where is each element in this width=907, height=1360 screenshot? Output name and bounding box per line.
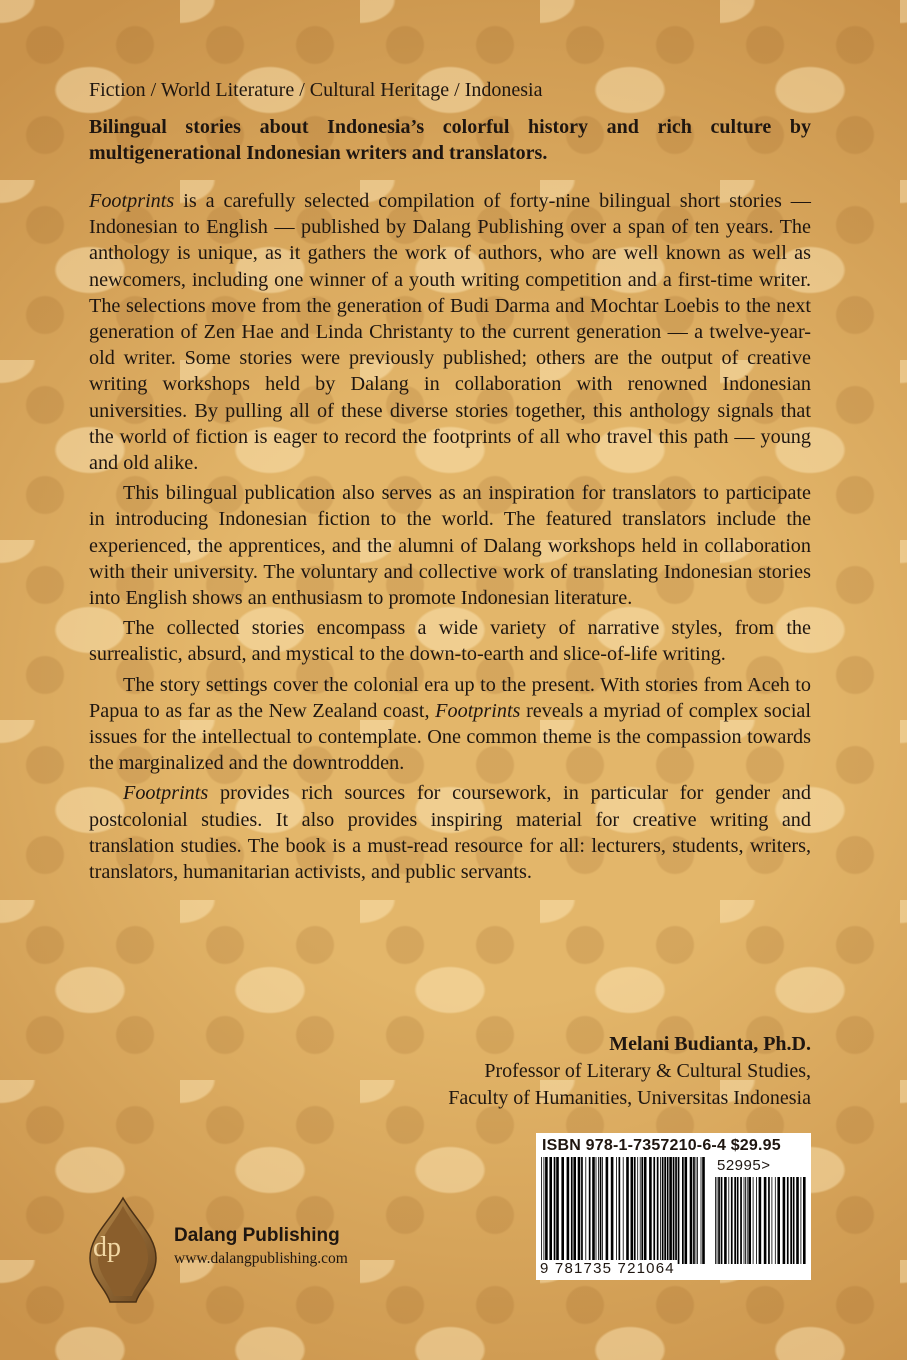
endorsement-attribution [448,1031,811,1112]
paragraph-5-text: provides rich sources for coursework, in particular for gender and postcolonial studies. It also provides inspiring material for creative writing and translation studies. The book is a must-read resource for all: lecturers, students, writers, translators, humanitarian activists, and public servants. [89,782,811,884]
endorser-affiliation: Faculty of Humanities, Universitas Indonesia [448,1087,811,1109]
addon-number: 52995> [717,1157,771,1174]
endorser-title: Professor of Literary & Cultural Studies, [484,1060,811,1082]
description [89,188,811,885]
isbn-price: ISBN 978-1-7357210-6-4 $29.95 [542,1137,781,1154]
ean-number: 9 781735 721064 [540,1260,675,1277]
paragraph-4-text-b: reveals a myriad of complex social issues for the intellectual to contemplate. One common theme is the compassion towards the marginalized and the downtrodden. [89,699,811,775]
endorser-name: Melani Budianta, Ph.D. [609,1033,811,1055]
category-line: Fiction / World Literature / Cultural Heritage / Indonesia [89,79,543,101]
paragraph-2: This bilingual publication also serves as an inspiration for translators to participate in introducing Indonesian fiction to the world. The featured translators include the experienced, the apprentices, and the alumni of Dalang workshops held in collaboration with their university. The voluntary and collective work of translating Indonesian stories into English shows an enthusiasm to promote Indonesian literature. [89,482,811,610]
ean-barcode-bars [540,1157,708,1264]
isbn-barcode [536,1133,811,1280]
tagline: Bilingual stories about Indonesia’s colorful history and rich culture by multigenerational Indonesian writers and translators. [89,116,811,164]
book-title: Footprints [89,190,175,212]
paragraph-1 [89,188,811,476]
back-cover-text [89,76,811,889]
paragraph-4-text-a: The story settings cover the colonial era up to the present. With stories from Aceh to Papua to as far as the New Zealand coast, [89,673,811,722]
paragraph-1-text: is a carefully selected compilation of forty-nine bilingual short stories — Indonesian to English — published by Dalang Publishing over a span of ten years. The anthology is unique, as it gathers the work of authors, who are well known as well as newcomers, including one winner of a youth writing competition and a first-time writer. The selections move from the generation of Budi Darma and Mochtar Loebis to the next generation of Zen Hae and Linda Christanty to the current generation — a twelve-year-old writer. Some stories were previously published; others are the output of creative writing workshops held by Dalang in collaboration with renowned Indonesian universities. By pulling all of these diverse stories together, this anthology signals that the world of fiction is eager to record the footprints of all who travel this path — young and old alike. [89,190,811,475]
paragraph-5 [89,780,811,885]
publisher-name: Dalang Publishing [174,1225,340,1246]
publisher-block [174,1224,348,1270]
book-title: Footprints [123,782,209,805]
book-title: Footprints [435,699,521,722]
addon-barcode-bars [714,1177,806,1264]
paragraph-4 [89,672,811,777]
paragraph-3: The collected stories encompass a wide variety of narrative styles, from the surrealistic, absurd, and mystical to the down-to-earth and slice-of-life writing. [89,617,811,666]
publisher-url[interactable]: www.dalangpublishing.com [174,1250,348,1267]
publisher-logo-text: dp [93,1232,121,1263]
